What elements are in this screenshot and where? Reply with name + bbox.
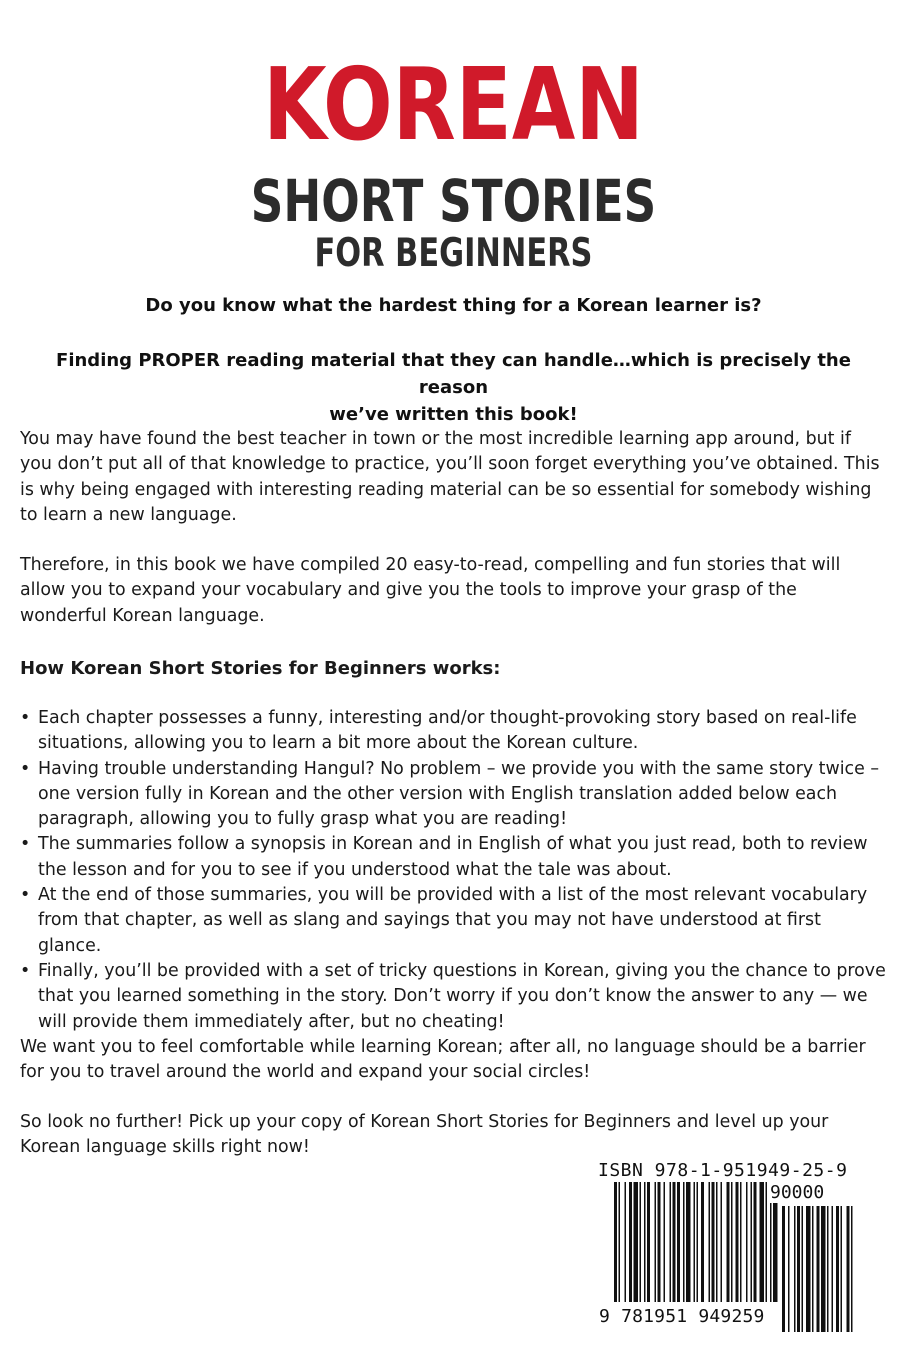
isbn-label: ISBN 978-1-951949-25-9 xyxy=(598,1160,848,1181)
paragraph-comfortable: We want you to feel comfortable while learning Korean; after all, no language should be a barrier for you to travel around the world and expand your social circles! xyxy=(20,1037,866,1083)
list-item: • Having trouble understanding Hangul? No problem – we provide you with the same story twice – one version fully in Korean and the other version with English translation added below each paragraph, allowing you to fully grasp what you are reading! xyxy=(20,757,888,833)
headline-answer xyxy=(20,347,887,428)
book-subtitle: SHORT STORIES xyxy=(250,167,657,235)
price-code: 90000 xyxy=(770,1182,825,1203)
headline-answer-line2: we’ve written this book! xyxy=(329,404,578,425)
list-item: • At the end of those summaries, you will be provided with a list of the most relevant vocabulary from that chapter, as well as slang and sayings that you may not have understood at first glance. xyxy=(20,883,888,959)
paragraph-compiled: Therefore, in this book we have compiled 20 easy-to-read, compelling and fun stories that will allow you to expand your vocabulary and give you the tools to improve your grasp of the wonderful Korean language. xyxy=(20,555,841,626)
headline-answer-line1: Finding PROPER reading material that they can handle…which is precisely the reason xyxy=(56,350,851,398)
list-item: • The summaries follow a synopsis in Korean and in English of what you just read, both to review the lesson and for you to see if you understood what the tale was about. xyxy=(20,832,888,883)
feature-list xyxy=(20,706,888,1035)
book-title: KOREAN xyxy=(263,46,644,163)
headline-question: Do you know what the hardest thing for a Korean learner is? xyxy=(145,295,762,316)
paragraph-intro: You may have found the best teacher in town or the most incredible learning app around, but if you don’t put all of that knowledge to practice, you’ll soon forget everything you’ve obtained. This is why being engaged with interesting reading material can be so essential for somebody wishing to learn a new language. xyxy=(20,429,880,525)
list-item: • Finally, you’ll be provided with a set of tricky questions in Korean, giving you the chance to prove that you learned something in the story. Don’t worry if you don’t know the answer to any — we will provide them immediately after, but no cheating! xyxy=(20,959,888,1035)
section-title: How Korean Short Stories for Beginners works: xyxy=(20,658,501,679)
list-item: • Each chapter possesses a funny, interesting and/or thought-provoking story based on real-life situations, allowing you to learn a bit more about the Korean culture. xyxy=(20,706,888,757)
book-subtitle-2: FOR BEGINNERS xyxy=(314,231,593,276)
ean-number: 9 781951 949259 xyxy=(599,1306,765,1327)
paragraph-call-to-action: So look no further! Pick up your copy of Korean Short Stories for Beginners and level up your Korean language skills right now! xyxy=(20,1112,829,1158)
